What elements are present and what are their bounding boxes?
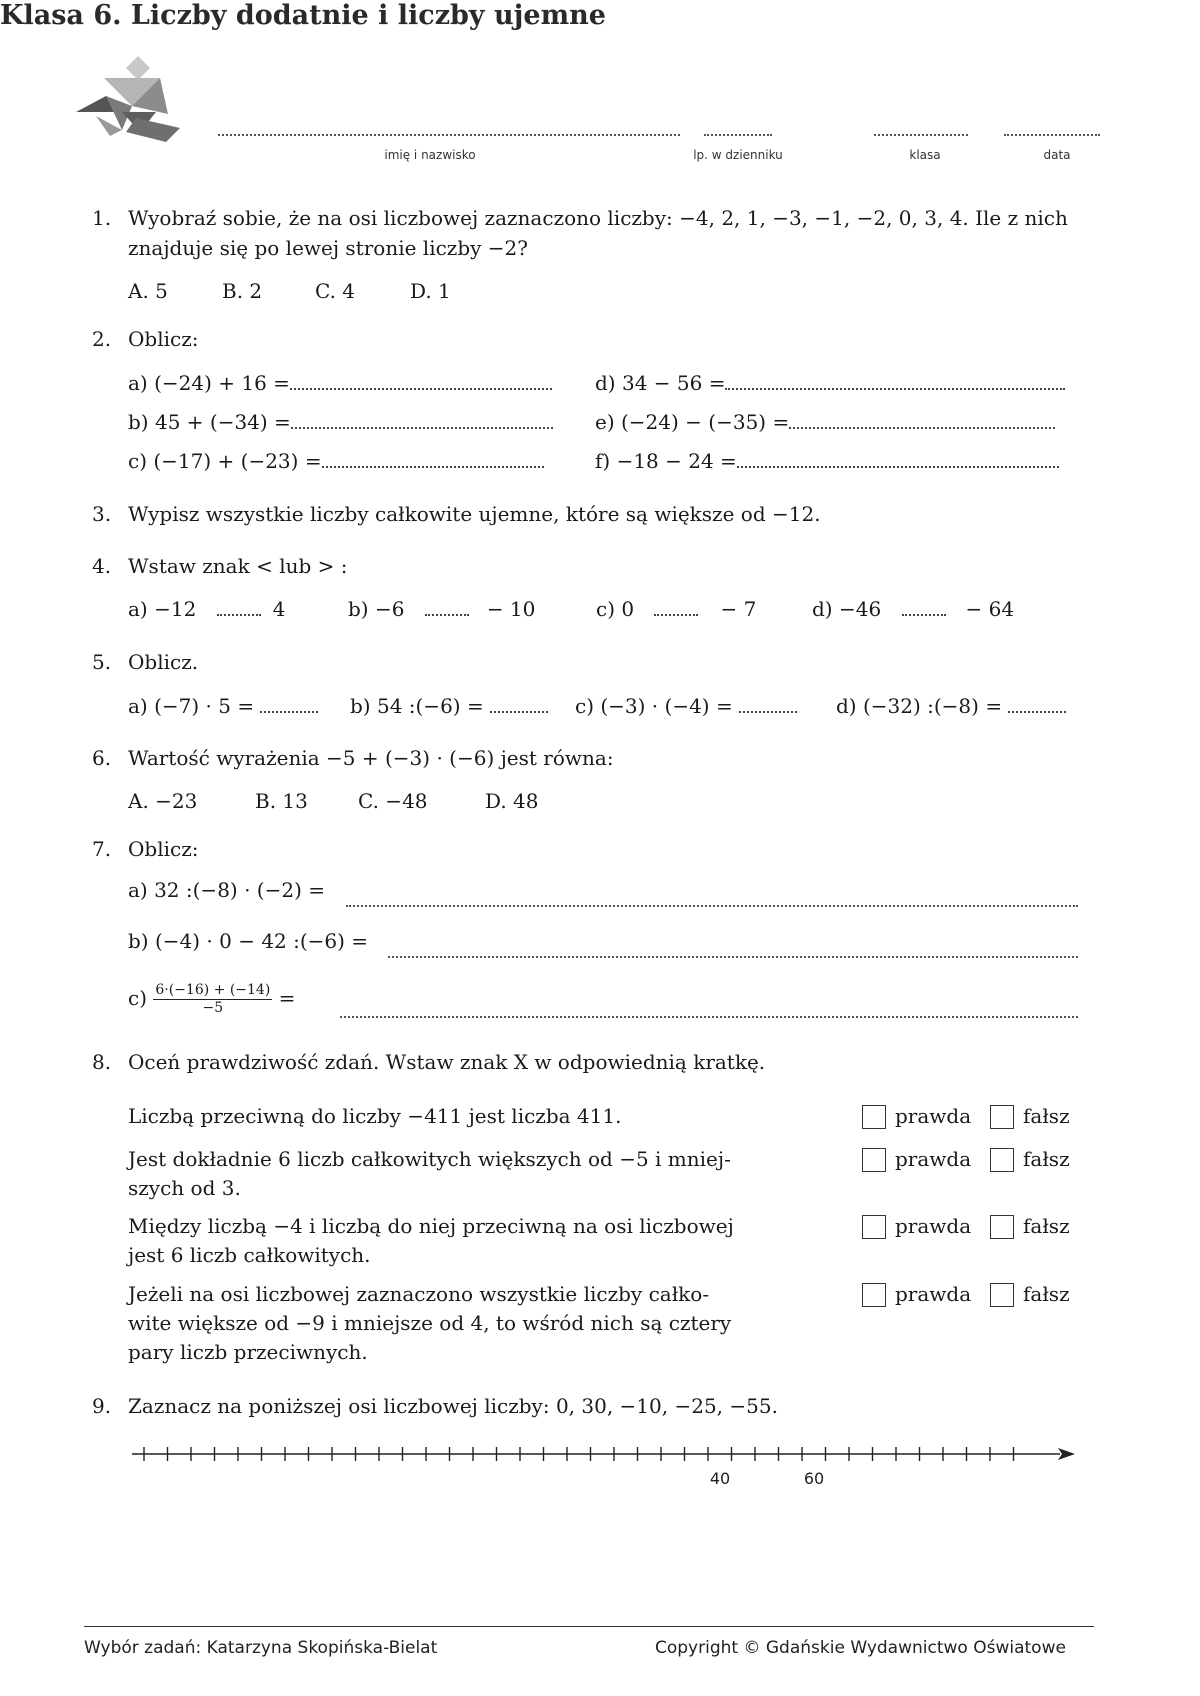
page-title: Klasa 6. Liczby dodatnie i liczby ujemne	[0, 0, 606, 31]
statement-4-line3: pary liczb przeciwnych.	[128, 1340, 368, 1364]
false-label-4: fałsz	[1023, 1282, 1070, 1306]
footer-rule	[84, 1626, 1094, 1627]
task-6-option-b[interactable]: B. 13	[255, 789, 308, 813]
fraction-numerator: 6·(−16) + (−14)	[155, 982, 271, 998]
sign-slot[interactable]	[425, 600, 469, 616]
answer-line[interactable]	[346, 895, 1078, 907]
task-2-item-b: b) 45 + (−34) =	[128, 408, 553, 436]
false-checkbox-4[interactable]	[990, 1283, 1014, 1307]
task-2-prompt: Oblicz:	[128, 327, 199, 351]
answer-line[interactable]	[739, 697, 797, 713]
false-label-2: fałsz	[1023, 1147, 1070, 1171]
axis-label-40: 40	[709, 1469, 731, 1488]
class-field-label: klasa	[909, 148, 941, 162]
task-7-prompt: Oblicz:	[128, 837, 199, 861]
number-field-line[interactable]	[704, 124, 772, 136]
name-field-line[interactable]	[218, 124, 680, 136]
task-5-number: 5.	[92, 650, 112, 674]
statement-3-line2: jest 6 liczb całkowitych.	[128, 1243, 371, 1267]
task-4-item-c: c) 0 − 7	[596, 597, 757, 621]
statement-2-line2: szych od 3.	[128, 1176, 241, 1200]
true-label-1: prawda	[895, 1104, 972, 1128]
task-6-number: 6.	[92, 746, 112, 770]
answer-line[interactable]	[260, 697, 318, 713]
axis-label-60: 60	[803, 1469, 825, 1488]
date-field-label: data	[1043, 148, 1071, 162]
task-4-item-d: d) −46 − 64	[812, 597, 1015, 621]
footer-author: Wybór zadań: Katarzyna Skopińska-Bielat	[84, 1638, 438, 1658]
task-2-item-f: f) −18 − 24 =	[595, 447, 1059, 475]
sign-slot[interactable]	[217, 600, 261, 616]
task-4-prompt: Wstaw znak < lub > :	[128, 554, 348, 578]
task-3-prompt: Wypisz wszystkie liczby całkowite ujemne, które są większe od −12.	[128, 502, 821, 526]
number-field-label: lp. w dzienniku	[693, 148, 783, 162]
false-checkbox-3[interactable]	[990, 1215, 1014, 1239]
answer-line[interactable]	[725, 374, 1065, 390]
true-checkbox-3[interactable]	[862, 1215, 886, 1239]
true-checkbox-4[interactable]	[862, 1283, 886, 1307]
task-8-prompt: Oceń prawdziwość zdań. Wstaw znak X w odpowiednią kratkę.	[128, 1050, 766, 1074]
sign-slot[interactable]	[902, 600, 946, 616]
publisher-logo	[76, 56, 180, 144]
name-field-label: imię i nazwisko	[384, 148, 476, 162]
task-7-item-a: a) 32 :(−8) · (−2) =	[128, 878, 325, 902]
number-line[interactable]	[120, 1440, 1080, 1500]
task-4-item-b: b) −6 − 10	[348, 597, 536, 621]
task-1-option-d[interactable]: D. 1	[410, 279, 451, 303]
false-checkbox-2[interactable]	[990, 1148, 1014, 1172]
task-4-item-a: a) −12 4	[128, 597, 286, 621]
task-2-number: 2.	[92, 327, 112, 351]
task-7-item-b: b) (−4) · 0 − 42 :(−6) =	[128, 929, 369, 953]
task-9-prompt: Zaznacz na poniższej osi liczbowej liczby: 0, 30, −10, −25, −55.	[128, 1394, 778, 1418]
footer-copyright: Copyright © Gdańskie Wydawnictwo Oświatowe	[655, 1638, 1066, 1658]
task-1-text-line2: znajduje się po lewej stronie liczby −2?	[128, 236, 528, 260]
task-1-number: 1.	[92, 206, 112, 230]
answer-line[interactable]	[290, 374, 552, 390]
task-5-item-d: d) (−32) :(−8) =	[836, 692, 1066, 720]
answer-line[interactable]	[1008, 697, 1066, 713]
statement-4-line2: wite większe od −9 i mniejsze od 4, to wśród nich są cztery	[128, 1311, 732, 1335]
task-5-item-b: b) 54 :(−6) =	[350, 692, 548, 720]
task-6-prompt: Wartość wyrażenia −5 + (−3) · (−6) jest równa:	[128, 746, 614, 770]
task-9-number: 9.	[92, 1394, 112, 1418]
sign-slot[interactable]	[654, 600, 698, 616]
true-checkbox-1[interactable]	[862, 1105, 886, 1129]
answer-line[interactable]	[322, 452, 544, 468]
true-checkbox-2[interactable]	[862, 1148, 886, 1172]
statement-4-line1: Jeżeli na osi liczbowej zaznaczono wszystkie liczby całko-	[128, 1282, 710, 1306]
false-checkbox-1[interactable]	[990, 1105, 1014, 1129]
answer-line[interactable]	[388, 946, 1078, 958]
true-label-3: prawda	[895, 1214, 972, 1238]
task-2-item-c: c) (−17) + (−23) =	[128, 447, 544, 475]
class-field-line[interactable]	[874, 124, 968, 136]
answer-line[interactable]	[737, 452, 1059, 468]
task-5-prompt: Oblicz.	[128, 650, 199, 674]
task-2-item-e: e) (−24) − (−35) =	[595, 408, 1055, 436]
false-label-1: fałsz	[1023, 1104, 1070, 1128]
statement-3-line1: Między liczbą −4 i liczbą do niej przeciwną na osi liczbowej	[128, 1214, 734, 1238]
answer-line[interactable]	[490, 697, 548, 713]
task-6-option-a[interactable]: A. −23	[128, 789, 198, 813]
true-label-2: prawda	[895, 1147, 972, 1171]
task-7-number: 7.	[92, 837, 112, 861]
task-1-option-a[interactable]: A. 5	[128, 279, 168, 303]
fraction-denominator: −5	[202, 1000, 224, 1016]
task-2-item-a: a) (−24) + 16 =	[128, 369, 552, 397]
task-7-item-c: c) $\frac{6\cdot(-16) + (-14)}{-5}$ =	[128, 982, 296, 1016]
date-field-line[interactable]	[1004, 124, 1100, 136]
task-1-option-c[interactable]: C. 4	[315, 279, 356, 303]
number-line-arrow	[1058, 1448, 1075, 1460]
statement-1: Liczbą przeciwną do liczby −411 jest liczba 411.	[128, 1104, 622, 1128]
statement-2-line1: Jest dokładnie 6 liczb całkowitych większych od −5 i mniej-	[128, 1147, 731, 1171]
task-1-text-line1: Wyobraź sobie, że na osi liczbowej zaznaczono liczby: −4, 2, 1, −3, −1, −2, 0, 3, 4. Ile z nich	[128, 206, 1068, 230]
task-8-number: 8.	[92, 1050, 112, 1074]
task-5-item-a: a) (−7) · 5 =	[128, 692, 318, 720]
answer-line[interactable]	[789, 413, 1055, 429]
answer-line[interactable]	[340, 1006, 1078, 1018]
task-4-number: 4.	[92, 554, 112, 578]
true-label-4: prawda	[895, 1282, 972, 1306]
task-3-number: 3.	[92, 502, 112, 526]
task-2-item-d: d) 34 − 56 =	[595, 369, 1065, 397]
fraction	[153, 982, 272, 1017]
task-5-item-c: c) (−3) · (−4) =	[575, 692, 797, 720]
false-label-3: fałsz	[1023, 1214, 1070, 1238]
task-6-option-d[interactable]: D. 48	[485, 789, 539, 813]
task-1-option-b[interactable]: B. 2	[222, 279, 263, 303]
answer-line[interactable]	[291, 413, 553, 429]
task-6-option-c[interactable]: C. −48	[358, 789, 428, 813]
